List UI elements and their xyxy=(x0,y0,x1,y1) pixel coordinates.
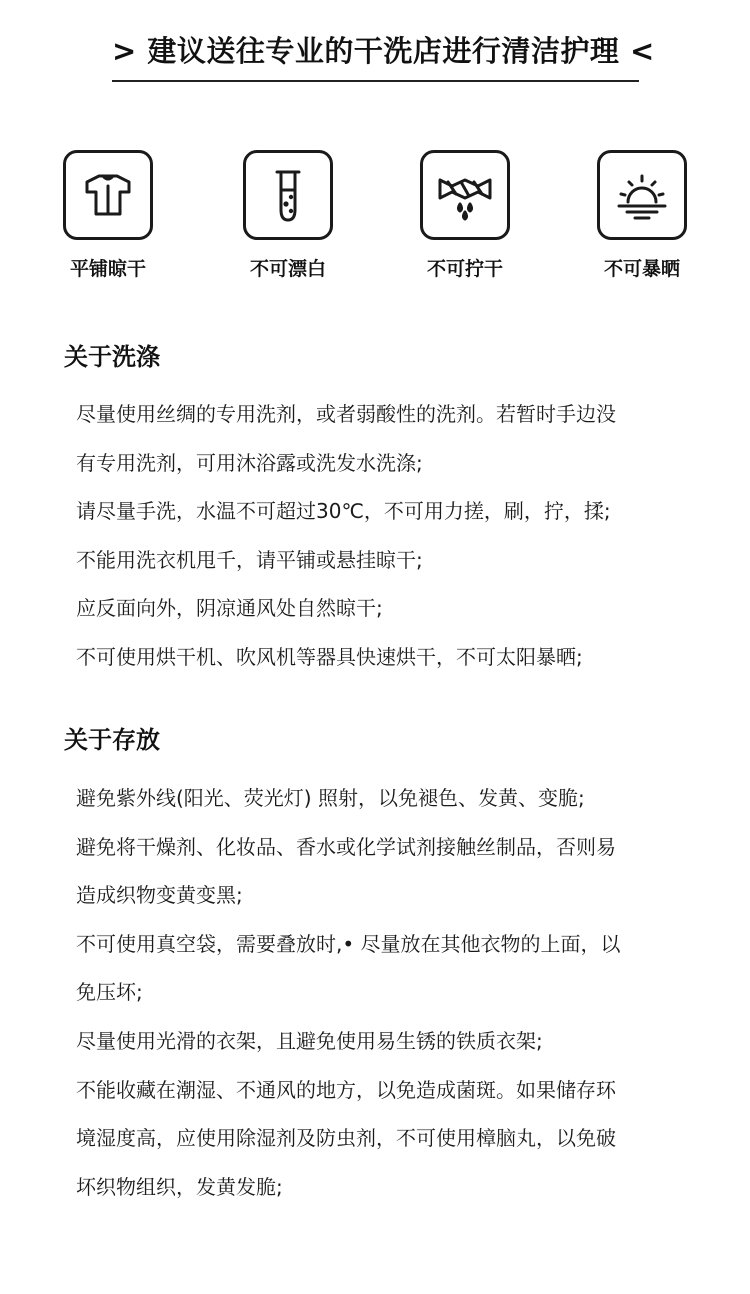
care-item-flat-dry xyxy=(48,150,168,282)
washing-line: 不可使用烘干机、吹风机等器具快速烘干，不可太阳暴晒; xyxy=(76,644,583,669)
storage-line: 尽量使用光滑的衣架，且避免使用易生锈的铁质衣架; xyxy=(76,1028,543,1053)
care-label-flat-dry: 平铺晾干 xyxy=(69,258,146,280)
care-item-no-wring xyxy=(405,150,525,282)
washing-instructions xyxy=(76,390,696,682)
no-bleach-test-tube-icon xyxy=(243,150,333,240)
care-item-no-sun xyxy=(582,150,702,282)
storage-line: 境湿度高，应使用除湿剂及防虫剂，不可使用樟脑丸，以免破 xyxy=(76,1126,616,1151)
washing-line: 有专用洗剂，可用沐浴露或洗发水洗涤; xyxy=(76,450,423,475)
washing-line: 不能用洗衣机甩千，请平铺或悬挂晾干; xyxy=(76,547,423,572)
no-wring-twist-icon xyxy=(420,150,510,240)
storage-line: 免压坏; xyxy=(76,980,143,1005)
washing-title: 关于洗涤 xyxy=(64,343,160,371)
care-label-no-sun: 不可暴晒 xyxy=(603,258,680,280)
washing-line: 应反面向外，阴凉通风处自然晾干; xyxy=(76,596,383,621)
washing-line: 尽量使用丝绸的专用洗剂，或者弱酸性的洗剂。若暂时手边没 xyxy=(76,402,616,426)
storage-line: 避免紫外线(阳光、荧光灯) 照射，以免褪色、发黄、变脆; xyxy=(76,786,585,810)
storage-line: 不能收藏在潮湿、不通风的地方，以免造成菌斑。如果储存环 xyxy=(76,1077,616,1102)
storage-line: 造成织物变黄变黑; xyxy=(76,883,243,908)
storage-line: 坏织物组织，发黄发脆; xyxy=(76,1174,283,1199)
storage-title: 关于存放 xyxy=(64,726,160,754)
care-label-no-wring: 不可拧干 xyxy=(426,258,503,280)
storage-section xyxy=(64,724,704,1224)
care-label-no-bleach: 不可漂白 xyxy=(249,258,326,280)
care-icons-row xyxy=(0,150,750,290)
flat-dry-shirt-icon xyxy=(63,150,153,240)
storage-line: 避免将干燥剂、化妆品、香水或化学试剂接触丝制品，否则易 xyxy=(76,834,616,859)
washing-line: 请尽量手洗，水温不可超过30℃，不可用力搓，刷，拧，揉; xyxy=(76,499,611,524)
washing-section xyxy=(64,341,704,681)
storage-instructions xyxy=(76,774,696,1211)
care-item-no-bleach xyxy=(228,150,348,282)
storage-line: 不可使用真空袋，需要叠放时,• 尽量放在其他衣物的上面，以 xyxy=(76,931,621,956)
page-title: > 建议送往专业的干洗店进行清洁护理 < xyxy=(112,28,639,82)
no-sun-exposure-icon xyxy=(597,150,687,240)
